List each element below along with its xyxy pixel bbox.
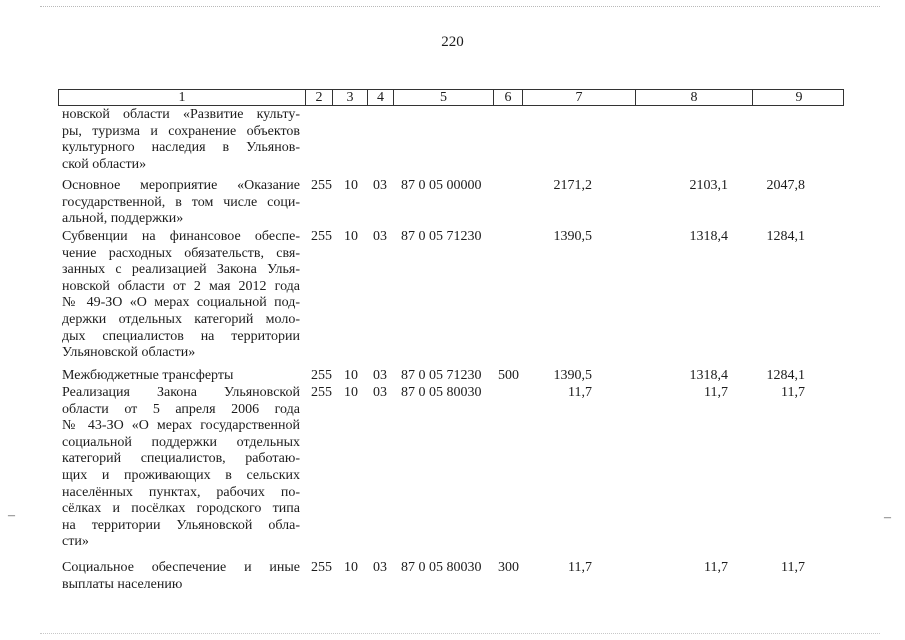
table-row bbox=[0, 560, 905, 593]
col-amount-2: 2103,1 bbox=[689, 178, 728, 193]
description-line: выплаты населению bbox=[62, 576, 183, 592]
col-chapter: 255 bbox=[311, 368, 332, 383]
scan-edge-top bbox=[40, 6, 880, 7]
col-target-article: 87 0 05 71230 bbox=[401, 229, 482, 244]
table-row bbox=[0, 229, 905, 362]
col-amount-3: 1284,1 bbox=[766, 368, 805, 383]
col-chapter: 255 bbox=[311, 229, 332, 244]
description-line: держки отдельных категорий моло- bbox=[62, 311, 300, 327]
margin-mark-right: – bbox=[884, 510, 891, 525]
header-col-8: 8 bbox=[636, 90, 753, 105]
col-amount-2: 1318,4 bbox=[689, 229, 728, 244]
table-header-row bbox=[58, 89, 844, 106]
col-section: 10 bbox=[344, 385, 358, 400]
description-line: государственной, в том числе соци- bbox=[62, 194, 300, 210]
row-description bbox=[62, 368, 300, 385]
col-section: 10 bbox=[344, 560, 358, 575]
col-amount-3: 11,7 bbox=[781, 385, 805, 400]
col-chapter: 255 bbox=[311, 385, 332, 400]
margin-mark-left: – bbox=[8, 508, 15, 523]
col-section: 10 bbox=[344, 229, 358, 244]
col-amount-1: 11,7 bbox=[568, 560, 592, 575]
col-amount-2: 11,7 bbox=[704, 385, 728, 400]
col-target-article: 87 0 05 80030 bbox=[401, 385, 482, 400]
description-line: Субвенции на финансовое обеспе- bbox=[62, 229, 300, 244]
description-line: занных с реализацией Закона Улья- bbox=[62, 262, 300, 278]
description-line: чение расходных обязательств, свя- bbox=[62, 245, 300, 261]
description-line: новской области от 2 мая 2012 года bbox=[62, 278, 300, 294]
header-col-1: 1 bbox=[59, 90, 306, 105]
description-line: на территории Ульяновской обла- bbox=[62, 517, 300, 533]
col-expense-type: 300 bbox=[498, 560, 519, 575]
description-line: дых специалистов на территории bbox=[62, 328, 300, 344]
col-subsection: 03 bbox=[373, 229, 387, 244]
col-chapter: 255 bbox=[311, 178, 332, 193]
description-line: социальной поддержки отдельных bbox=[62, 434, 300, 450]
scan-edge-bottom bbox=[40, 633, 880, 634]
col-target-article: 87 0 05 71230 bbox=[401, 368, 482, 383]
table-row bbox=[0, 178, 905, 228]
description-line: Основное мероприятие «Оказание bbox=[62, 178, 300, 193]
description-line: Ульяновской области» bbox=[62, 345, 196, 361]
description-line: категорий специалистов, работаю- bbox=[62, 451, 300, 467]
description-line: № 49-ЗО «О мерах социальной под- bbox=[62, 295, 300, 311]
description-line: новской области «Развитие культу- bbox=[62, 107, 300, 122]
col-expense-type: 500 bbox=[498, 368, 519, 383]
header-col-7: 7 bbox=[523, 90, 636, 105]
row-description bbox=[62, 229, 300, 362]
col-amount-1: 11,7 bbox=[568, 385, 592, 400]
col-subsection: 03 bbox=[373, 368, 387, 383]
col-subsection: 03 bbox=[373, 560, 387, 575]
description-line: Межбюджетные трансферты bbox=[62, 368, 234, 383]
col-amount-3: 1284,1 bbox=[766, 229, 805, 244]
col-amount-2: 1318,4 bbox=[689, 368, 728, 383]
description-line: области от 5 апреля 2006 года bbox=[62, 401, 300, 417]
col-amount-2: 11,7 bbox=[704, 560, 728, 575]
col-target-article: 87 0 05 00000 bbox=[401, 178, 482, 193]
table-row bbox=[0, 385, 905, 551]
description-line: ской области» bbox=[62, 156, 147, 172]
col-amount-3: 2047,8 bbox=[766, 178, 805, 193]
col-amount-3: 11,7 bbox=[781, 560, 805, 575]
col-amount-1: 2171,2 bbox=[553, 178, 592, 193]
row-description bbox=[62, 178, 300, 228]
page-number: 220 bbox=[441, 34, 464, 50]
header-col-2: 2 bbox=[306, 90, 333, 105]
col-subsection: 03 bbox=[373, 178, 387, 193]
description-line: Реализация Закона Ульяновской bbox=[62, 385, 300, 400]
col-section: 10 bbox=[344, 368, 358, 383]
description-line: сёлках и посёлках городского типа bbox=[62, 501, 300, 517]
description-line: щих и проживающих в сельских bbox=[62, 467, 300, 483]
col-target-article: 87 0 05 80030 bbox=[401, 560, 482, 575]
header-col-4: 4 bbox=[368, 90, 394, 105]
col-subsection: 03 bbox=[373, 385, 387, 400]
description-line: № 43-ЗО «О мерах государственной bbox=[62, 418, 300, 434]
description-line: сти» bbox=[62, 534, 89, 550]
description-line: населённых пунктах, рабочих по- bbox=[62, 484, 300, 500]
col-section: 10 bbox=[344, 178, 358, 193]
header-col-6: 6 bbox=[494, 90, 523, 105]
col-amount-1: 1390,5 bbox=[553, 368, 592, 383]
description-line: альной, поддержки» bbox=[62, 211, 184, 227]
table-row bbox=[0, 107, 905, 173]
header-col-9: 9 bbox=[795, 90, 803, 105]
col-chapter: 255 bbox=[311, 560, 332, 575]
row-description bbox=[62, 385, 300, 551]
row-description bbox=[62, 560, 300, 593]
header-col-5: 5 bbox=[394, 90, 494, 105]
row-description bbox=[62, 107, 300, 173]
description-line: ры, туризма и сохранение объектов bbox=[62, 123, 300, 139]
description-line: культурного наследия в Ульянов- bbox=[62, 140, 300, 156]
table-row bbox=[0, 368, 905, 385]
col-amount-1: 1390,5 bbox=[553, 229, 592, 244]
header-col-3: 3 bbox=[333, 90, 368, 105]
description-line: Социальное обеспечение и иные bbox=[62, 560, 300, 575]
